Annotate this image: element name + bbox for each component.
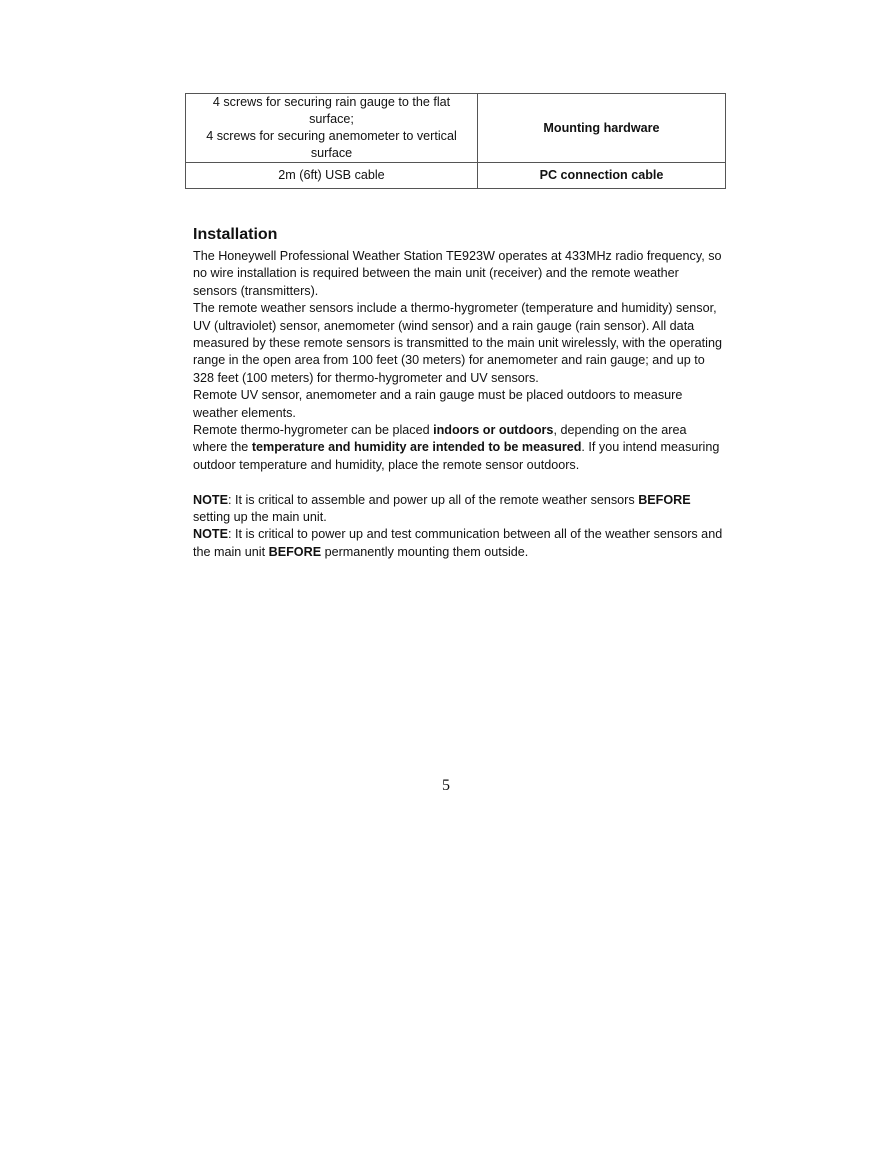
text-run: permanently mounting them outside. bbox=[321, 544, 529, 559]
text-run: : It is critical to assemble and power up all of the remote weather sensors bbox=[227, 492, 639, 507]
bold-text: BEFORE bbox=[638, 492, 691, 507]
note-paragraph bbox=[193, 526, 723, 561]
section-heading: Installation bbox=[193, 226, 278, 243]
table-cell-item: 2m (6ft) USB cable bbox=[186, 163, 478, 189]
table-cell-name: PC connection cable bbox=[478, 163, 726, 189]
page-number: 5 bbox=[442, 777, 450, 794]
table-row bbox=[186, 94, 726, 163]
parts-table bbox=[185, 93, 726, 189]
installation-section bbox=[193, 224, 723, 561]
bold-text: indoors or outdoors bbox=[433, 423, 554, 438]
paragraph: Remote UV sensor, anemometer and a rain gauge must be placed outdoors to measure weather elements. bbox=[193, 388, 683, 420]
text-run: Remote thermo-hygrometer can be placed bbox=[193, 423, 434, 438]
bold-text: BEFORE bbox=[268, 544, 322, 559]
spacer bbox=[193, 474, 723, 491]
cell-line: 4 screws for securing rain gauge to the flat surface; bbox=[212, 95, 451, 126]
cell-line: 4 screws for securing anemometer to vertical bbox=[206, 129, 457, 143]
text-run: , depending on the area where the bbox=[193, 423, 687, 455]
note-paragraph bbox=[193, 492, 723, 527]
text-run: . If you intend measuring outdoor temperature and humidity, place the remote sensor outdoors. bbox=[193, 440, 720, 472]
paragraph: The Honeywell Professional Weather Station TE923W operates at 433MHz radio frequency, so no wire installation is required between the main unit (receiver) and the remote weather sensors (transmitters). bbox=[193, 249, 722, 298]
text-run: setting up the main unit. bbox=[193, 510, 327, 525]
table-row bbox=[186, 163, 726, 189]
paragraph: The remote weather sensors include a thermo-hygrometer (temperature and humidity) sensor, UV (ultraviolet) sensor, anemometer (wind sensor) and a rain gauge (rain sensor). All data measured by these remote sensors is transmitted to the main unit wirelessly, with the operating range in the open area from 100 feet (30 meters) for anemometer and rain gauge; and up to 328 feet (100 meters) for thermo-hygrometer and UV sensors. bbox=[193, 301, 722, 385]
note-label: NOTE bbox=[193, 527, 228, 542]
table-cell-name: Mounting hardware bbox=[478, 94, 726, 163]
note-label: NOTE bbox=[193, 492, 228, 507]
paragraph bbox=[193, 422, 723, 474]
text-run: : It is critical to power up and test communication between all of the weather sensors and the main unit bbox=[193, 527, 723, 559]
bold-text: temperature and humidity are intended to be measured bbox=[251, 440, 582, 455]
cell-line: surface bbox=[310, 146, 353, 160]
table-cell-item bbox=[186, 94, 478, 163]
